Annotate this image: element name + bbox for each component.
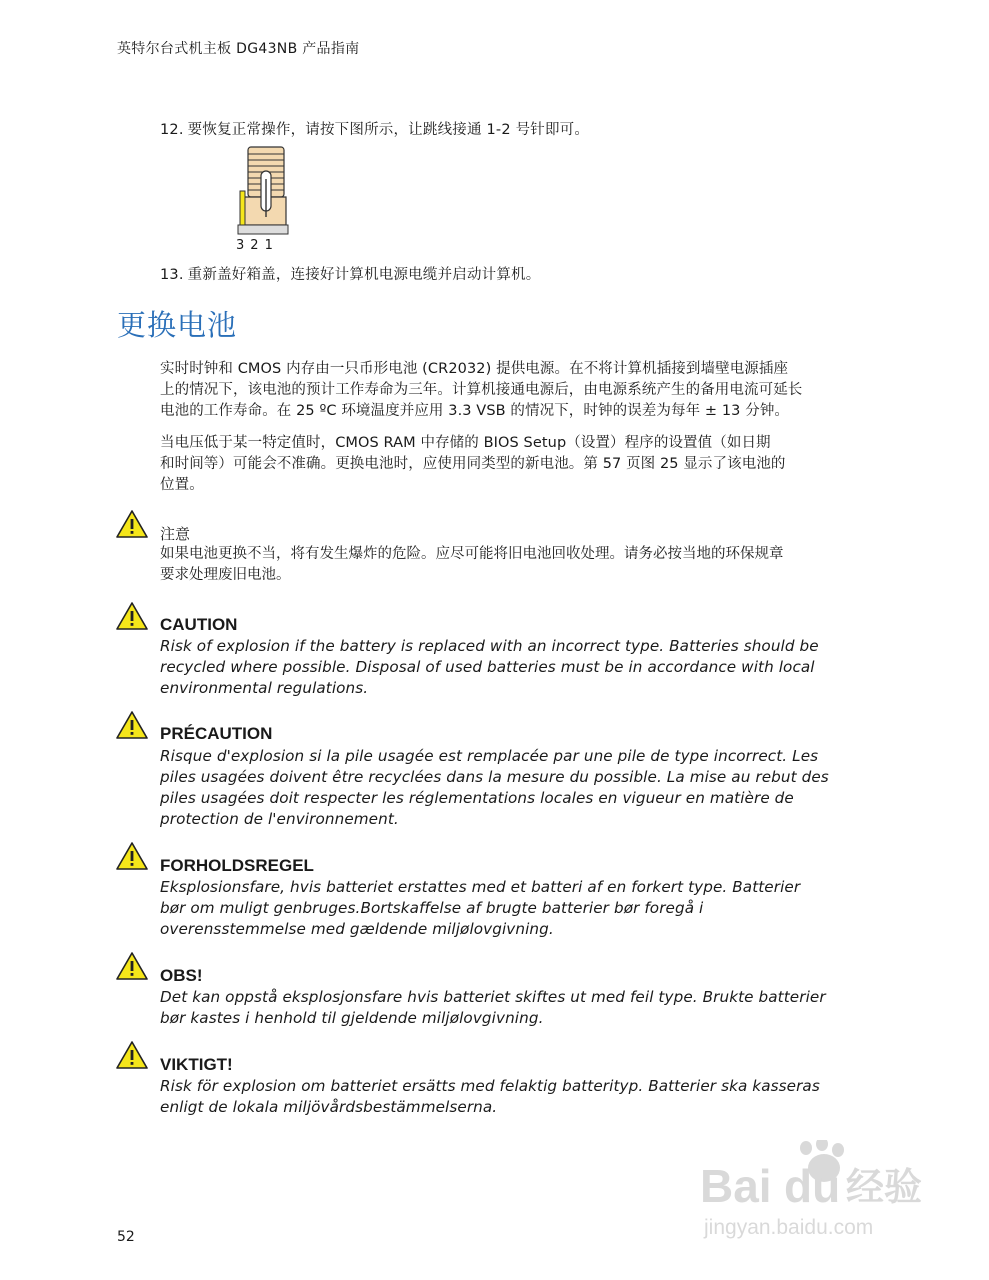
watermark-url: jingyan.baidu.com [704, 1216, 874, 1239]
pin-label-1: 1 [264, 238, 279, 253]
warning-title: 注意 [160, 525, 191, 543]
paragraph-line: 当电压低于某一特定值时，CMOS RAM 中存储的 BIOS Setup（设置）程序的设置值（如日期 [160, 435, 771, 451]
warning-line: piles usagées doivent être recyclées dans la mesure du possible. La mise au rebut des [160, 768, 829, 786]
jumper-pin-labels [236, 238, 279, 253]
watermark-brand: Bai [700, 1160, 772, 1212]
warning-title: OBS! [160, 966, 203, 985]
watermark-brand-2: du [784, 1160, 841, 1212]
paragraph-line: 电池的工作寿命。在 25 ºC 环境温度并应用 3.3 VSB 的情况下，时钟的误差为每年 ± 13 分钟。 [160, 403, 790, 419]
warning-line: piles usagées doit respecter les réglementations locales en vigueur en matière de [160, 789, 794, 807]
warning-body [160, 987, 880, 1029]
paragraph-line: 实时时钟和 CMOS 内存由一只币形电池 (CR2032) 提供电源。在不将计算机插接到墙壁电源插座 [160, 361, 789, 377]
warning-line: Risk of explosion if the battery is replaced with an incorrect type. Batteries should be [160, 637, 819, 655]
section-title: 更换电池 [117, 308, 238, 342]
paragraph-battery-life [160, 359, 880, 422]
warning-title: FORHOLDSREGEL [160, 856, 314, 875]
page-number: 52 [117, 1229, 135, 1245]
step-number: 13. [160, 267, 184, 283]
warning-triangle-icon [115, 951, 149, 981]
running-header: 英特尔台式机主板 DG43NB 产品指南 [117, 41, 360, 57]
paragraph-voltage [160, 433, 880, 496]
warning-line: Risk för explosion om batteriet ersätts med felaktig batterityp. Batterier ska kasseras [160, 1077, 820, 1095]
pin-label-2: 2 [250, 238, 265, 253]
warning-body [160, 1076, 880, 1118]
paragraph-line: 和时间等）可能会不准确。更换电池时，应使用同类型的新电池。第 57 页图 25 显示了该电池的 [160, 456, 786, 472]
warning-triangle-icon [115, 601, 149, 631]
warning-title: CAUTION [160, 615, 238, 634]
warning-body [160, 877, 880, 940]
warning-body [160, 746, 880, 830]
warning-line: recycled where possible. Disposal of used batteries must be in accordance with local [160, 658, 815, 676]
warning-line: Det kan oppstå eksplosjonsfare hvis batteriet skiftes ut med feil type. Brukte batterier [160, 988, 826, 1006]
warning-line: overensstemmelse med gældende miljølovgivning. [160, 920, 554, 938]
warning-line: Risque d'explosion si la pile usagée est remplacée par une pile de type incorrect. Les [160, 747, 819, 765]
step-number: 12. [160, 122, 184, 138]
warning-line: bør kastes i henhold til gjeldende miljølovgivning. [160, 1009, 544, 1027]
paragraph-line: 位置。 [160, 477, 204, 493]
step-13 [160, 263, 540, 284]
warning-line: Eksplosionsfare, hvis batteriet erstattes med et batteri af en forkert type. Batterier [160, 878, 801, 896]
warning-body [160, 636, 880, 699]
baidu-watermark [700, 1140, 940, 1240]
warning-line: enligt de lokala miljövårdsbestämmelserna. [160, 1098, 498, 1116]
warning-line: 要求处理废旧电池。 [160, 567, 291, 583]
warning-line: environmental regulations. [160, 679, 369, 697]
paragraph-line: 上的情况下，该电池的预计工作寿命为三年。计算机接通电源后，由电源系统产生的备用电流可延长 [160, 382, 803, 398]
warning-line: protection de l'environnement. [160, 810, 399, 828]
warning-triangle-icon [115, 509, 149, 539]
pin-label-3: 3 [236, 238, 251, 253]
warning-triangle-icon [115, 1040, 149, 1070]
warning-body [160, 544, 880, 586]
warning-triangle-icon [115, 710, 149, 740]
warning-title: VIKTIGT! [160, 1055, 233, 1074]
warning-triangle-icon [115, 841, 149, 871]
step-12 [160, 118, 589, 139]
warning-line: bør om muligt genbruges.Bortskaffelse af brugte batterier bør foregå i [160, 899, 704, 917]
step-text: 要恢复正常操作，请按下图所示，让跳线接通 1-2 号针即可。 [187, 122, 590, 138]
watermark-brand-cn: 经验 [846, 1165, 923, 1209]
step-text: 重新盖好箱盖，连接好计算机电源电缆并启动计算机。 [187, 267, 541, 283]
warning-title: PRÉCAUTION [160, 724, 273, 743]
warning-line: 如果电池更换不当，将有发生爆炸的危险。应尽可能将旧电池回收处理。请务必按当地的环保规章 [160, 546, 784, 562]
